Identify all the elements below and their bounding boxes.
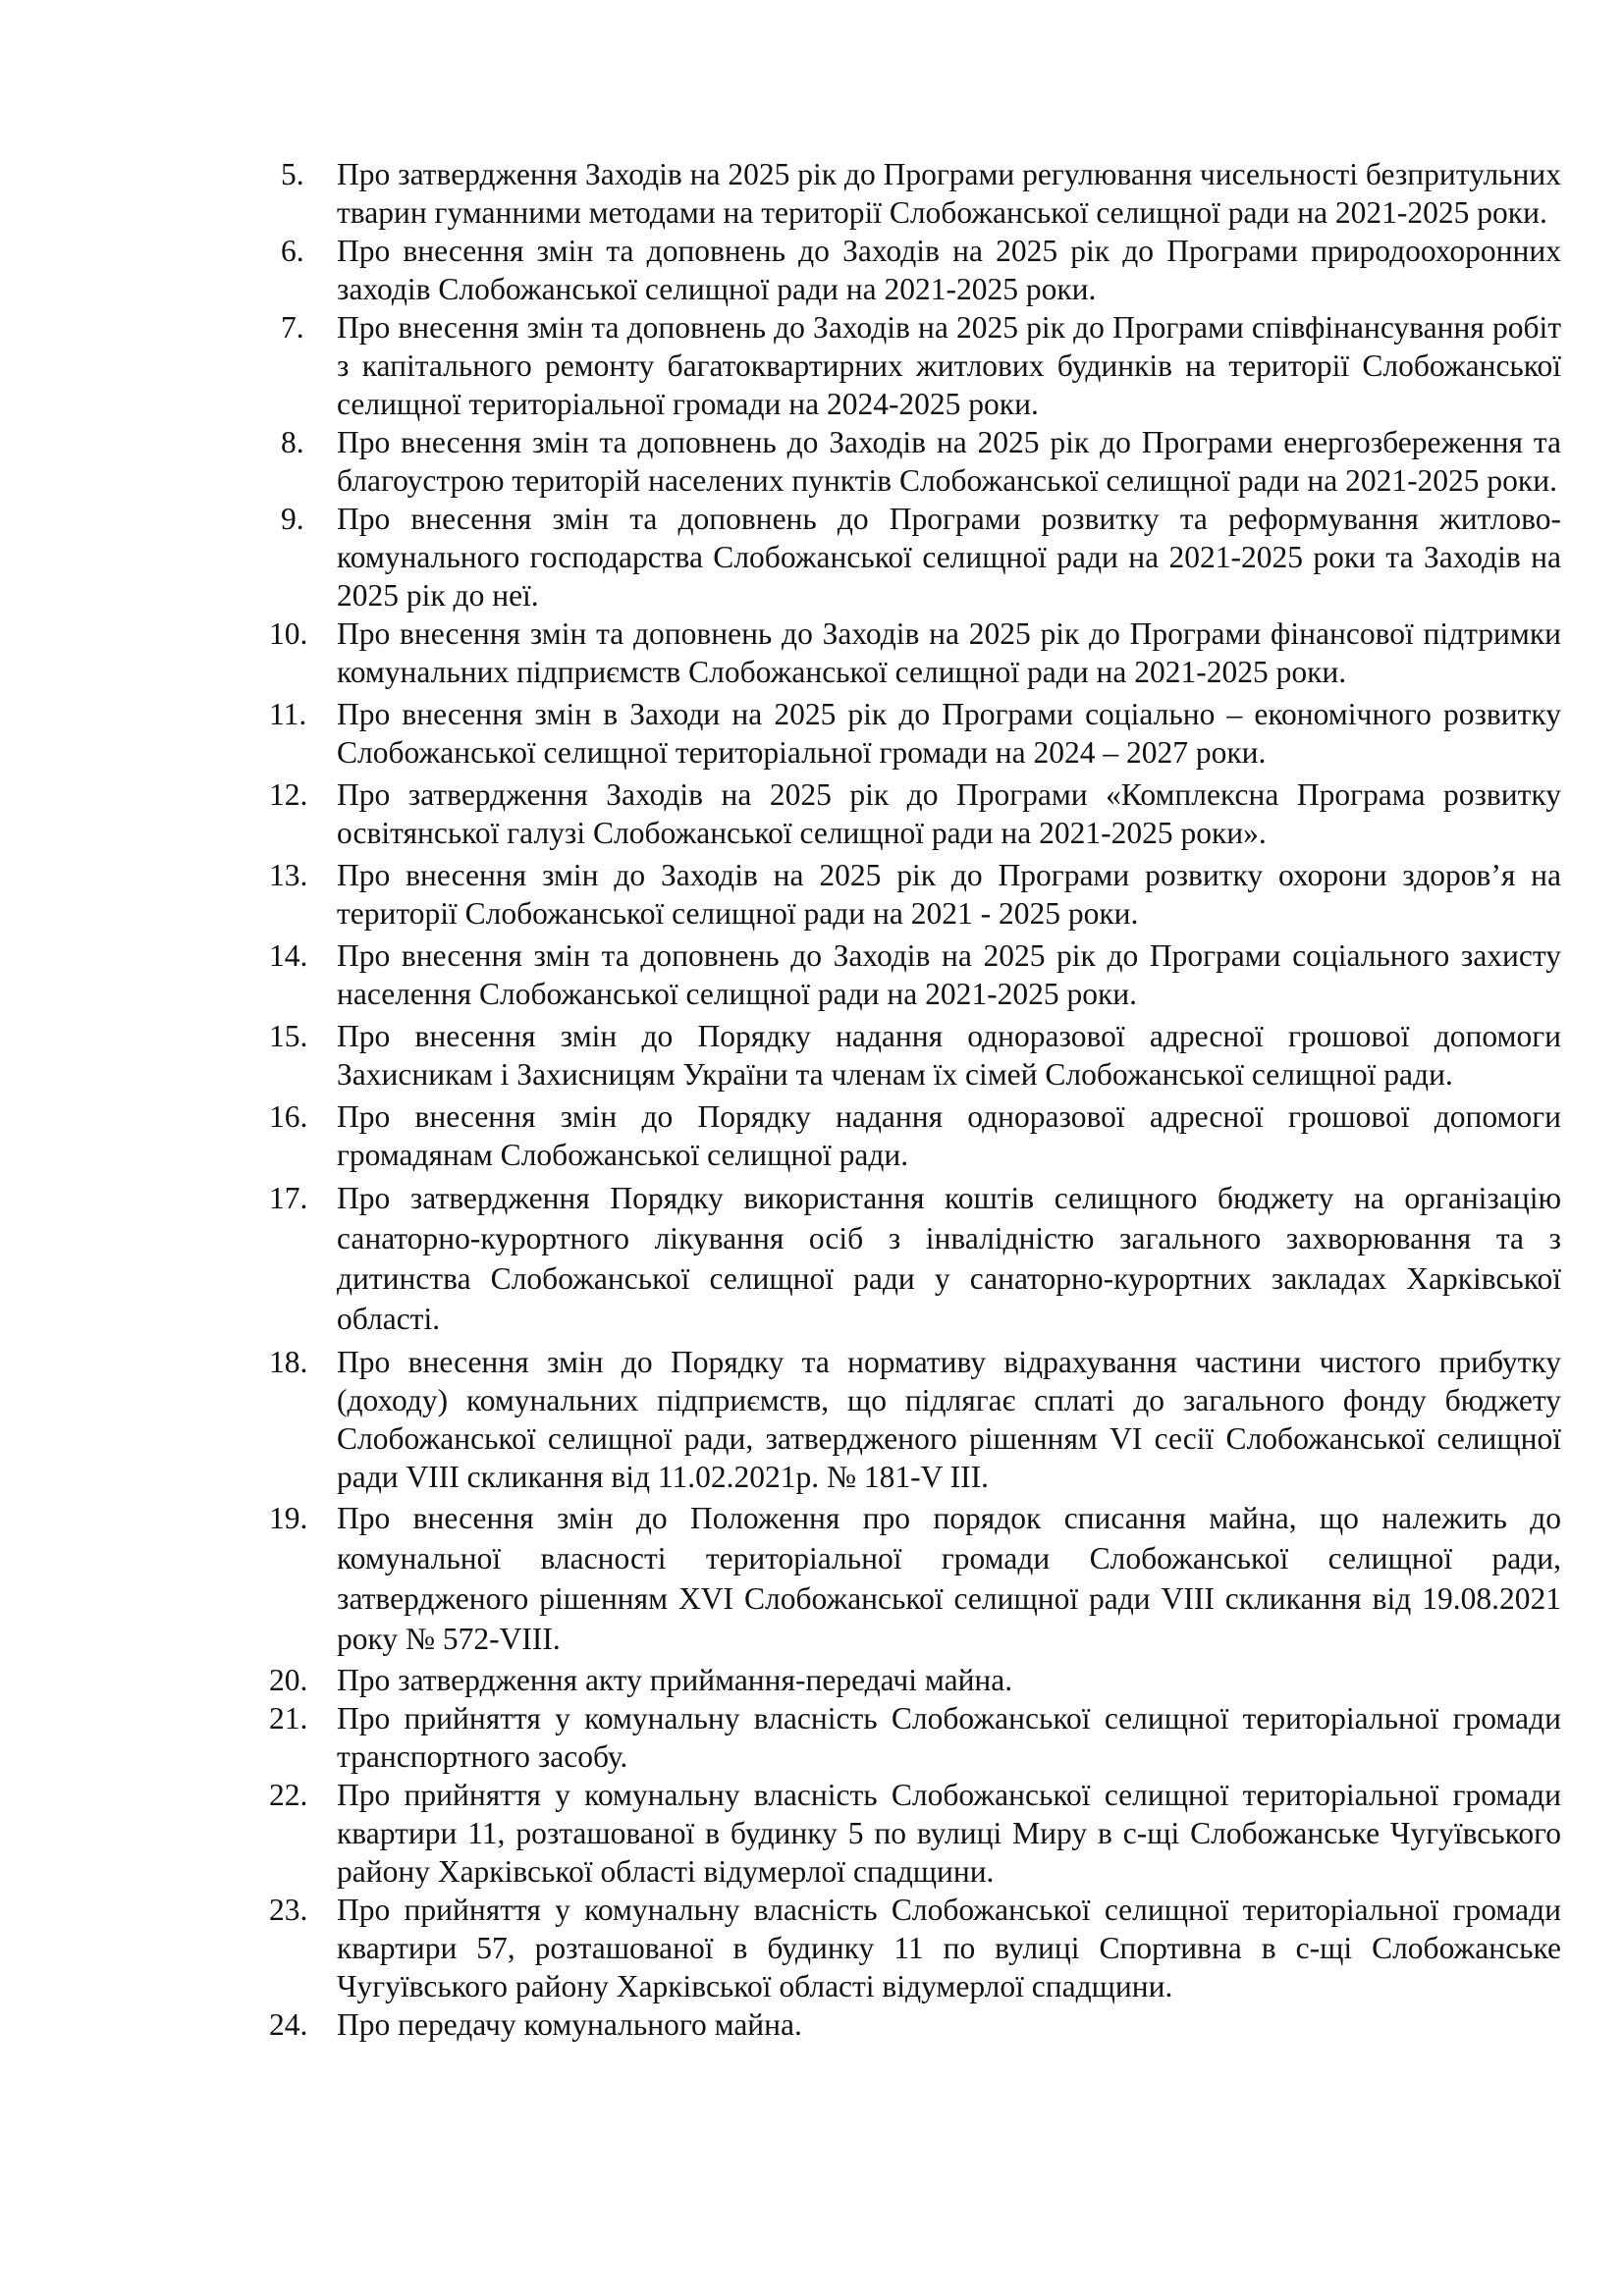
item-text: Про внесення змін до Порядку надання одноразової адресної грошової допомоги Захисникам і Захисницям України та членам їх сімей Слобожанської селищної ради. — [337, 1019, 1561, 1092]
agenda-item-19 — [269, 1498, 1561, 1659]
item-number: 23. — [269, 1893, 308, 1927]
item-text: Про внесення змін до Заходів на 2025 рік до Програми розвитку охорони здоров’я на території Слобожанської селищної ради на 2021 - 2025 роки. — [337, 858, 1561, 931]
item-text: Про внесення змін та доповнень до Заходів на 2025 рік до Програми природоохоронних заходів Слобожанської селищної ради на 2021-2025 роки. — [337, 234, 1561, 306]
item-number: 14. — [269, 938, 308, 973]
item-number: 6. — [281, 234, 304, 268]
item-number: 19. — [269, 1501, 308, 1535]
item-number: 5. — [281, 157, 304, 191]
item-text: Про внесення змін до Порядку надання одноразової адресної грошової допомоги громадянам Слобожанської селищної ради. — [337, 1099, 1561, 1172]
item-number: 13. — [269, 858, 308, 892]
item-text: Про затвердження Заходів на 2025 рік до Програми регулювання чисельності безпритульних тварин гуманними методами на території Слобожанської селищної ради на 2021-2025 роки. — [337, 157, 1561, 230]
agenda-item-18 — [269, 1343, 1561, 1496]
agenda-item-9 — [281, 500, 1561, 614]
item-text: Про внесення змін та доповнень до Заходів на 2025 рік до Програми фінансової підтримки комунальних підприємств Слобожанської селищної ради на 2021-2025 роки. — [337, 616, 1561, 689]
item-text: Про внесення змін та доповнень до Програми розвитку та реформування житлово-комунального господарства Слобожанської селищної ради на 2021-2025 роки та Заходів на 2025 рік до неї. — [337, 502, 1561, 613]
item-text: Про затвердження Порядку використання коштів селищного бюджету на організацію санаторно-курортного лікування осіб з інвалідністю загального захворювання та з дитинства Слобожанської селищної ради у санаторно-курортних закладах Харківської області. — [337, 1181, 1561, 1336]
item-number: 18. — [269, 1345, 308, 1379]
item-text: Про внесення змін до Положення про порядок списання майна, що належить до комунальної власності територіальної громади Слобожанської селищної ради, затвердженого рішенням XVI Слобожанської селищної ради VIII скликання від 19.08.2021 року № 572-VIII. — [337, 1501, 1561, 1656]
agenda-item-24 — [269, 2005, 1561, 2044]
agenda-item-6 — [281, 232, 1561, 308]
agenda-item-12 — [269, 775, 1561, 852]
item-number: 16. — [269, 1099, 308, 1134]
agenda-item-10 — [269, 614, 1561, 691]
agenda-item-17 — [269, 1178, 1561, 1339]
agenda-item-13 — [269, 856, 1561, 933]
item-text: Про затвердження акту приймання-передачі майна. — [337, 1663, 1013, 1697]
item-text: Про прийняття у комунальну власність Слобожанської селищної територіальної громади транспортного засобу. — [337, 1701, 1561, 1774]
agenda-item-20 — [269, 1661, 1561, 1699]
item-number: 15. — [269, 1019, 308, 1053]
item-number: 11. — [269, 697, 307, 731]
item-number: 20. — [269, 1663, 308, 1697]
agenda-item-15 — [269, 1017, 1561, 1094]
item-number: 21. — [269, 1701, 308, 1735]
agenda-item-11 — [269, 695, 1561, 772]
agenda-item-22 — [269, 1776, 1561, 1891]
agenda-item-8 — [281, 423, 1561, 500]
item-text: Про внесення змін та доповнень до Заходів на 2025 рік до Програми енергозбереження та благоустрою територій населених пунктів Слобожанської селищної ради на 2021-2025 роки. — [337, 425, 1561, 498]
item-text: Про передачу комунального майна. — [337, 2007, 802, 2042]
item-text: Про внесення змін в Заходи на 2025 рік до Програми соціально – економічного розвитку Слобожанської селищної територіальної громади на 2024 – 2027 роки. — [337, 697, 1561, 770]
item-number: 22. — [269, 1778, 308, 1812]
item-number: 9. — [281, 502, 304, 536]
agenda-item-5 — [281, 155, 1561, 232]
agenda-list — [269, 155, 1561, 2044]
agenda-item-14 — [269, 936, 1561, 1013]
agenda-item-16 — [269, 1097, 1561, 1174]
item-number: 8. — [281, 425, 304, 459]
item-text: Про внесення змін та доповнень до Заходів на 2025 рік до Програми співфінансування робіт з капітального ремонту багатоквартирних житлових будинків на території Слобожанської селищної територіальної громади на 2024-2025 роки. — [337, 310, 1561, 421]
item-text: Про прийняття у комунальну власність Слобожанської селищної територіальної громади квартири 57, розташованої в будинку 11 по вулиці Спортивна в с-щі Слобожанське Чугуївського району Харківської області відумерлої спадщини. — [337, 1893, 1561, 2003]
item-text: Про затвердження Заходів на 2025 рік до Програми «Комплексна Програма розвитку освітянської галузі Слобожанської селищної ради на 2021-2025 роки». — [337, 777, 1561, 850]
item-number: 17. — [269, 1181, 308, 1215]
agenda-item-23 — [269, 1891, 1561, 2005]
item-number: 24. — [269, 2007, 308, 2042]
agenda-item-21 — [269, 1699, 1561, 1776]
item-number: 10. — [269, 616, 308, 651]
agenda-item-7 — [281, 308, 1561, 423]
item-text: Про прийняття у комунальну власність Слобожанської селищної територіальної громади квартири 11, розташованої в будинку 5 по вулиці Миру в с-щі Слобожанське Чугуївського району Харківської області відумерлої спадщини. — [337, 1778, 1561, 1889]
item-text: Про внесення змін до Порядку та нормативу відрахування частини чистого прибутку (доходу) комунальних підприємств, що підлягає сплаті до загального фонду бюджету Слобожанської селищної ради, затвердженого рішенням VI сесії Слобожанської селищної ради VIII скликання від 11.02.2021р. № 181-V ІІІ. — [337, 1345, 1561, 1494]
item-number: 12. — [269, 777, 308, 812]
item-number: 7. — [281, 310, 304, 345]
item-text: Про внесення змін та доповнень до Заходів на 2025 рік до Програми соціального захисту населення Слобожанської селищної ради на 2021-2025 роки. — [337, 938, 1561, 1011]
